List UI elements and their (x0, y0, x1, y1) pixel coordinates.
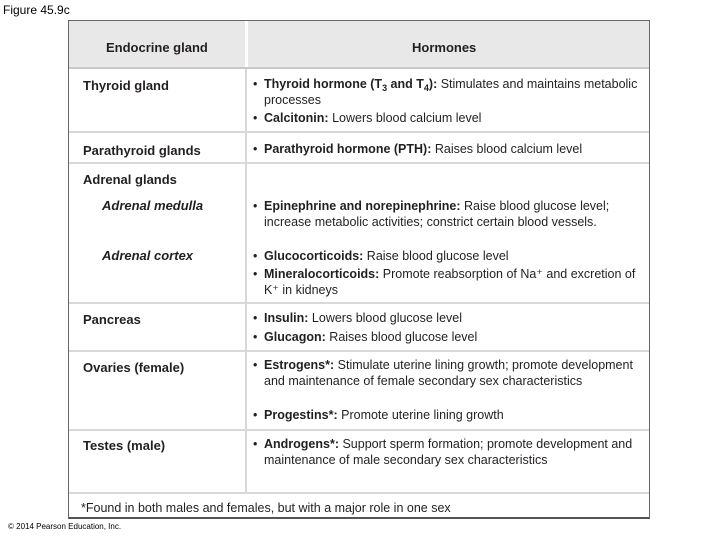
row-thyroid (69, 69, 649, 133)
hormone-name: Parathyroid hormone (PTH): (264, 142, 432, 156)
gland-testes: Testes (male) (83, 438, 166, 453)
table-footnote: *Found in both males and females, but with a major role in one sex (81, 501, 451, 515)
column-divider (245, 133, 247, 162)
gland-thyroid: Thyroid gland (83, 78, 169, 93)
hormone-androgens: • Androgens*: Support sperm formation; promote development and maintenance of male secondary sex characteristics (253, 437, 633, 467)
column-divider (245, 21, 248, 67)
column-divider (245, 352, 247, 429)
hormone-name: Mineralocorticoids: (264, 267, 380, 281)
column-divider (245, 431, 247, 492)
figure-label: Figure 45.9c (3, 3, 70, 17)
table-header-row (69, 21, 649, 69)
hormone-insulin: • Insulin: Lowers blood glucose level (253, 311, 463, 325)
hormone-name: Progestins*: (264, 408, 338, 422)
hormone-desc: Lowers blood glucose level (308, 311, 463, 325)
gland-ovaries: Ovaries (female) (83, 360, 185, 375)
row-adrenal (69, 164, 649, 304)
hormone-name-and: and T (387, 77, 424, 91)
hormone-subscript-3: 3 (382, 83, 388, 93)
hormone-name: Calcitonin: (264, 111, 329, 125)
hormone-desc: Stimulate uterine lining growth; promote development and maintenance of female secondary sex characteristics (264, 358, 633, 388)
endocrine-table (68, 20, 650, 519)
hormone-desc: Promote uterine lining growth (337, 408, 504, 422)
subgland-adrenal-cortex: Adrenal cortex (102, 248, 194, 263)
hormone-subscript-4: 4 (423, 83, 429, 93)
subgland-adrenal-medulla: Adrenal medulla (102, 198, 204, 213)
hormone-name: Androgens*: (264, 437, 339, 451)
row-testes (69, 431, 649, 494)
hormone-name: Insulin: (264, 311, 309, 325)
hormone-name: Epinephrine and norepinephrine: (264, 199, 461, 213)
hormone-glucagon: • Glucagon: Raises blood glucose level (253, 330, 478, 344)
gland-parathyroid: Parathyroid glands (83, 143, 201, 158)
hormone-desc: Support sperm formation; promote development and maintenance of male secondary sex characteristics (264, 437, 633, 467)
hormone-desc: Promote reabsorption of Na⁺ and excretion of K⁺ in kidneys (264, 267, 636, 297)
column-divider (245, 304, 247, 350)
hormone-mineralocorticoids: • Mineralocorticoids: Promote reabsorption of Na⁺ and excretion of K⁺ in kidneys (253, 267, 636, 297)
row-parathyroid (69, 133, 649, 164)
hormone-desc: Raise blood glucose level (363, 249, 509, 263)
copyright-notice: © 2014 Pearson Education, Inc. (8, 522, 122, 531)
hormone-desc: Lowers blood calcium level (328, 111, 482, 125)
header-hormones: Hormones (412, 40, 477, 55)
gland-pancreas: Pancreas (83, 312, 141, 327)
hormone-name: Glucocorticoids: (264, 249, 364, 263)
column-divider (245, 164, 247, 302)
hormone-desc: Raises blood calcium level (431, 142, 583, 156)
row-pancreas (69, 304, 649, 352)
hormone-name: Glucagon: (264, 330, 326, 344)
hormone-pth: • Parathyroid hormone (PTH): Raises blood calcium level (253, 142, 583, 156)
hormone-calcitonin: • Calcitonin: Lowers blood calcium level (253, 111, 482, 125)
column-divider (245, 69, 247, 131)
hormone-thyroid-hormone: • Thyroid hormone ($T_3$ and $T_4$): Stimulates and maintains metabolic processes (253, 77, 638, 107)
hormone-glucocorticoids: • Glucocorticoids: Raise blood glucose level (253, 249, 509, 263)
row-ovaries (69, 352, 649, 431)
hormone-desc: Raise blood glucose level; increase metabolic activities; constrict certain blood vessels. (264, 199, 610, 229)
hormone-name-pre: Thyroid hormone (T (264, 77, 383, 91)
hormone-progestins: • Progestins*: Promote uterine lining growth (253, 408, 504, 422)
hormone-name-post: ): (428, 77, 438, 91)
hormone-estrogens: • Estrogens*: Stimulate uterine lining growth; promote development and maintenance of female secondary sex characteristics (253, 358, 633, 388)
hormone-name: Estrogens*: (264, 358, 335, 372)
hormone-desc: Raises blood glucose level (325, 330, 478, 344)
header-endocrine-gland: Endocrine gland (106, 40, 208, 55)
hormone-epinephrine: • Epinephrine and norepinephrine: Raise blood glucose level; increase metabolic activities; constrict certain blood vessels. (253, 199, 610, 229)
hormone-desc: Stimulates and maintains metabolic processes (264, 77, 638, 107)
gland-adrenal: Adrenal glands (83, 172, 177, 187)
